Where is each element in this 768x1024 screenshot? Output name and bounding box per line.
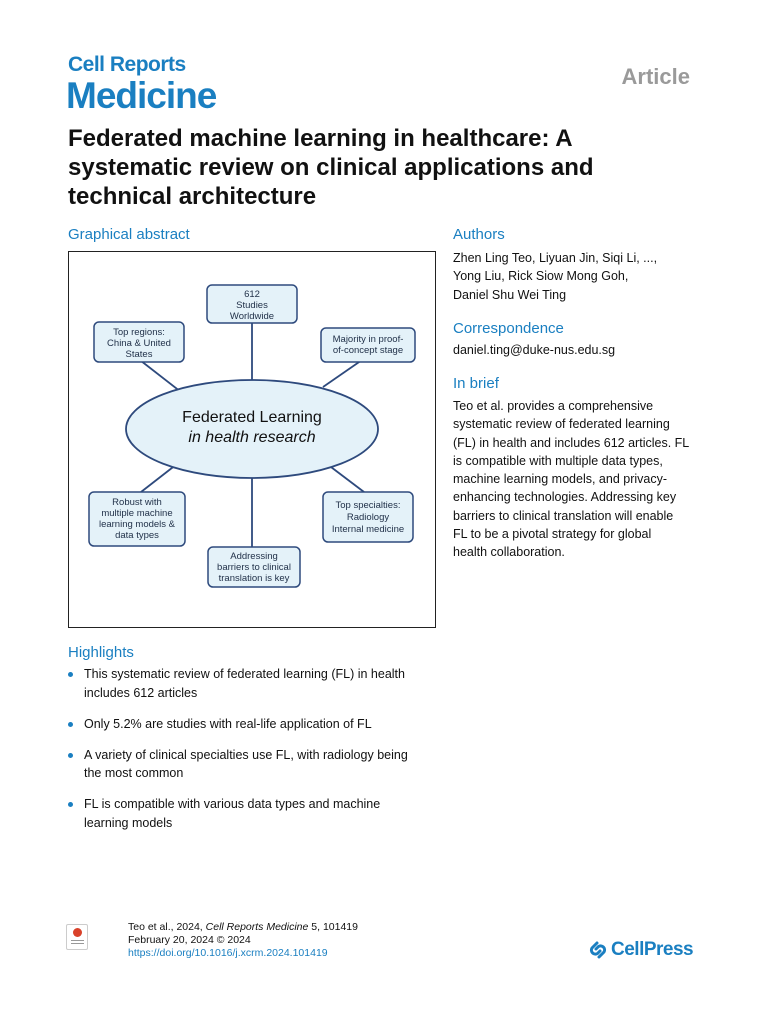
correspondence-email[interactable]: daniel.ting@duke-nus.edu.sg [453,343,616,357]
article-title: Federated machine learning in healthcare: A systematic review on clinical applications and technical architecture [68,125,594,210]
cellpress-mark-icon [588,940,608,960]
highlight-item: A variety of clinical specialties use FL, with radiology being the most common [68,746,448,783]
in-brief-line: FL to be a pivotal strategy for global [453,527,652,542]
bullet-icon [68,672,73,677]
bullet-icon [68,753,73,758]
node-specialties-line1: Top specialties: [335,500,401,511]
in-brief-line: systematic review of federated learning [453,417,670,432]
graphical-abstract-heading: Graphical abstract [68,226,190,243]
node-robust-line1: Robust with [112,497,162,508]
bullet-icon [68,802,73,807]
cellpress-logo[interactable] [588,939,693,961]
graphical-abstract-diagram [69,252,435,627]
check-for-updates-icon[interactable] [66,924,88,950]
in-brief-line: machine learning models, and privacy- [453,472,667,487]
node-barriers-line1: Addressing [230,551,278,562]
node-studies-line3: Worldwide [229,311,275,322]
authors-heading: Authors [453,226,505,243]
in-brief-line: Teo et al. provides a comprehensive [453,399,654,413]
in-brief-line: barriers to clinical translation will enable [453,508,674,523]
authors-list [453,249,657,304]
node-specialties-line2: Radiology [346,512,390,523]
in-brief-line: enhancing technologies. Addressing key [453,490,677,505]
citation-journal: Cell Reports Medicine [205,921,309,933]
in-brief-line: (FL) in health and includes 612 articles. FL [453,435,690,450]
node-regions-line1: Top regions: [113,327,165,338]
connector-specialties [327,464,364,492]
center-line-2: in health research [188,429,316,446]
node-robust-line3: learning models & [98,519,176,530]
highlights-list [68,665,448,845]
connector-robust [141,464,177,492]
highlight-item: FL is compatible with various data types and machine learning models [68,795,448,832]
authors-line-3: Daniel Shu Wei Ting [453,287,567,302]
journal-name-line1: Cell Reports [68,53,186,76]
highlight-item: Only 5.2% are studies with real-life application of FL [68,715,448,734]
graphical-abstract [68,251,436,628]
authors-line-2: Yong Liu, Rick Siow Mong Goh, [453,269,629,284]
in-brief-line: health collaboration. [453,545,565,560]
node-studies-line2: Studies [236,300,268,311]
node-studies-line1: 612 [244,289,260,300]
node-concept-line1: Majority in proof- [332,334,404,345]
in-brief-heading: In brief [453,375,499,392]
node-concept-line2: of-concept stage [332,345,404,356]
node-robust-line4: data types [115,530,159,541]
correspondence-heading: Correspondence [453,320,564,337]
journal-name-line2: Medicine [66,75,217,116]
node-regions-line2: China & United [107,338,171,349]
authors-line-1: Zhen Ling Teo, Liyuan Jin, Siqi Li, ..., [453,251,658,265]
article-type-label: Article [621,64,690,89]
doi-link[interactable]: https://doi.org/10.1016/j.xcrm.2024.101419 [128,947,328,959]
connector-concept [323,360,362,387]
node-barriers-line2: barriers to clinical [217,562,291,573]
in-brief-line: is compatible with multiple data types, [453,453,663,468]
node-barriers-line3: translation is key [218,573,290,584]
highlights-heading: Highlights [68,644,134,661]
citation-line: Teo et al., 2024, Cell Reports Medicine 5, 101419 [128,921,358,933]
in-brief-text [453,397,689,562]
cellpress-text: CellPress [611,939,694,960]
node-robust-line2: multiple machine [101,508,173,519]
bullet-icon [68,722,73,727]
node-specialties-line3: Internal medicine [331,524,405,535]
node-regions-line3: States [125,349,153,360]
highlight-item: This systematic review of federated learning (FL) in health includes 612 articles [68,665,448,702]
center-line-1: Federated Learning [182,409,322,426]
publication-date: February 20, 2024 © 2024 [128,934,251,946]
